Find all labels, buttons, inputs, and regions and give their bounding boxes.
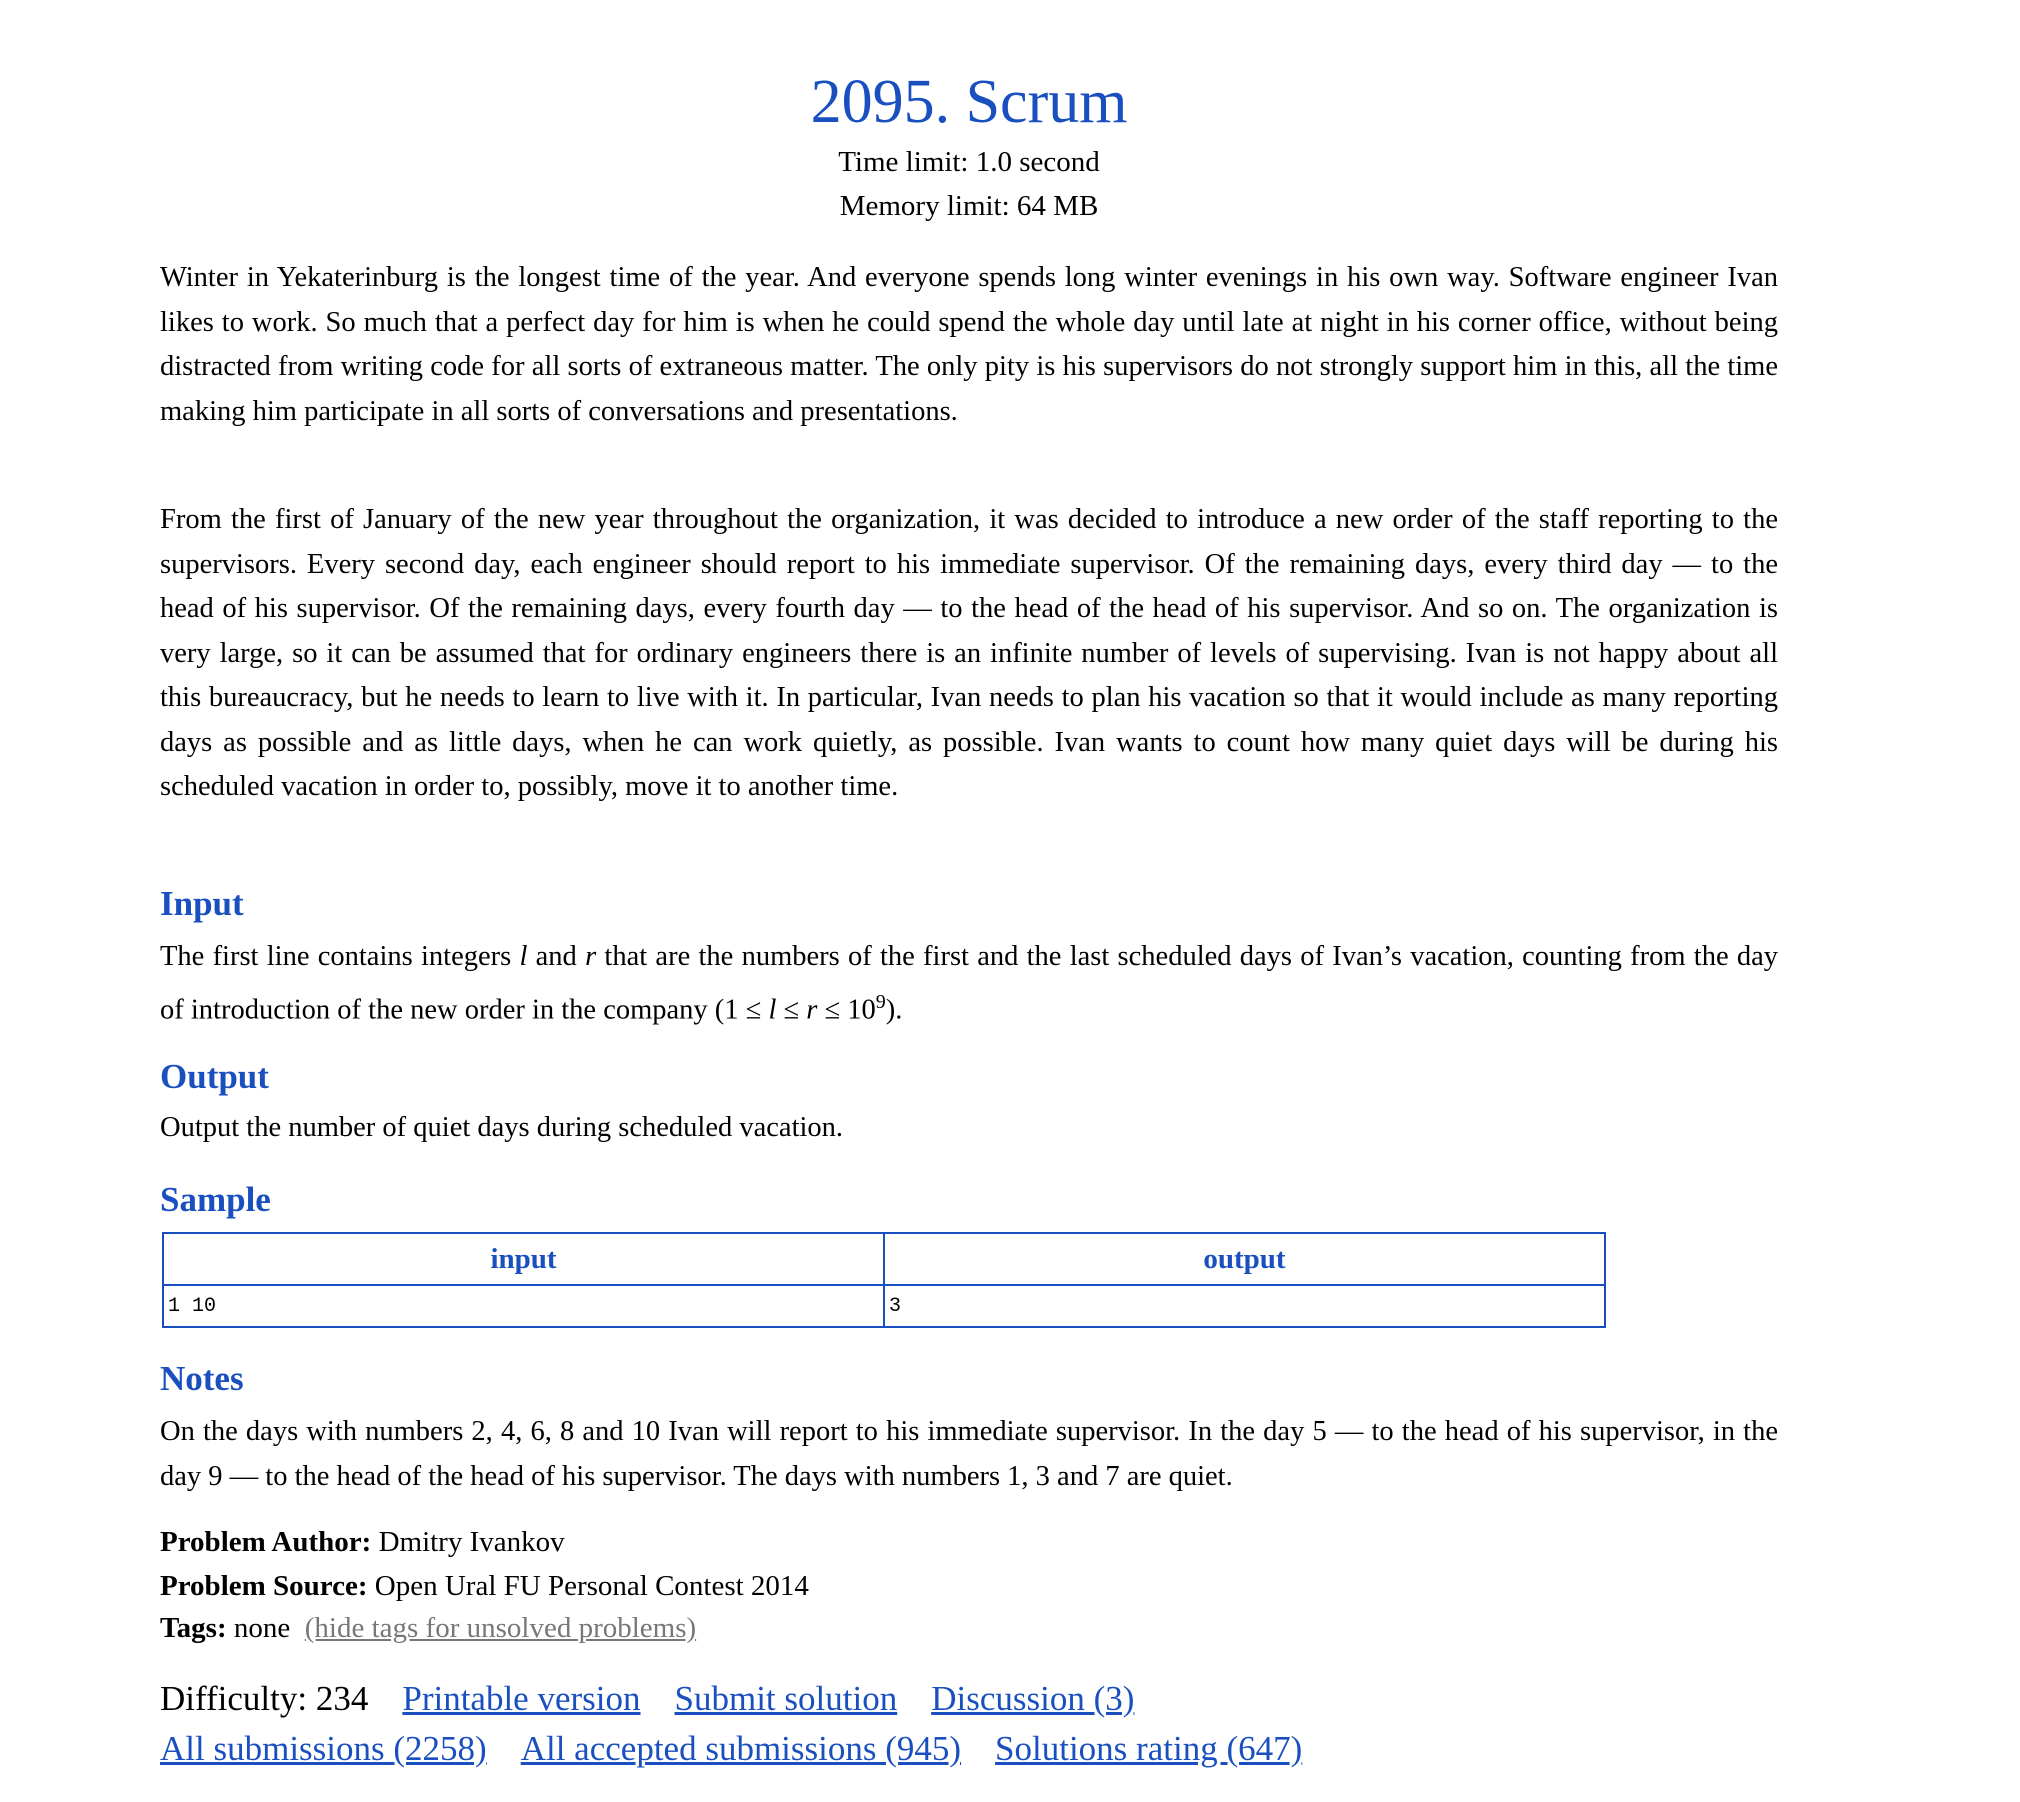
text: that are the numbers of the first and the last scheduled days of Ivan’s vacation, counting from the day of introduction of the new order in the company (1 ≤ [160,941,1779,1025]
printable-version-link[interactable]: Printable version [402,1679,641,1718]
sample-table [162,1232,1606,1328]
sample-heading: Sample [160,1180,271,1219]
hide-tags-link[interactable]: (hide tags for unsolved problems) [304,1612,697,1644]
problem-source [160,1564,809,1608]
value: none [233,1612,291,1644]
input-heading: Input [160,884,244,923]
time-limit: Time limit: 1.0 second [838,146,1100,178]
submit-solution-link[interactable]: Submit solution [674,1679,898,1718]
var-r: r [806,994,818,1025]
discussion-link[interactable]: Discussion (3) [931,1679,1135,1718]
value: Dmitry Ivankov [378,1526,565,1558]
problem-author [160,1520,565,1564]
difficulty: Difficulty: 234 [160,1679,369,1718]
page-title: 2095. Scrum [810,68,1128,136]
var-l: l [519,941,528,972]
notes-heading: Notes [160,1359,244,1398]
label: Problem Source: [160,1570,368,1602]
solutions-rating-link[interactable]: Solutions rating (647) [995,1729,1303,1768]
footer-row-1 [160,1674,1168,1724]
accepted-submissions-link[interactable]: All accepted submissions (945) [520,1729,962,1768]
label: Problem Author: [160,1526,372,1558]
text: The first line contains integers [160,941,520,972]
exponent: 9 [875,990,886,1013]
text: ). [885,994,903,1025]
sample-output: 3 [884,1285,1605,1327]
footer-row-2 [160,1724,1336,1774]
tags [160,1606,696,1650]
text: and [527,941,586,972]
var-l: l [768,994,777,1025]
notes-text: On the days with numbers 2, 4, 6, 8 and 10 Ivan will report to his immediate supervisor. In the day 5 — to the head of his supervisor, in the day 9 — to the head of the head of his supervisor. The days with numbers 1, 3 and 7 are quiet. [160,1416,1778,1492]
input-text [160,935,1778,1033]
value: Open Ural FU Personal Contest 2014 [374,1570,809,1602]
output-heading: Output [160,1057,269,1096]
text: ≤ 10 [817,994,876,1025]
output-text: Output the number of quiet days during scheduled vacation. [160,1112,844,1143]
text: ≤ [776,994,807,1025]
all-submissions-link[interactable]: All submissions (2258) [160,1729,487,1768]
sample-input: 1 10 [163,1285,884,1327]
col-input: input [163,1233,884,1285]
var-r: r [585,941,597,972]
memory-limit: Memory limit: 64 MB [839,190,1099,222]
label: Tags: [160,1612,227,1644]
statement-paragraph: From the first of January of the new year throughout the organization, it was decided to introduce a new order of the staff reporting to the supervisors. Every second day, each engineer should report to his immediate supervisor. Of the remaining days, every third day — to the head of his supervisor. Of the remaining days, every fourth day — to the head of the head of his supervisor. And so on. The organization is very large, so it can be assumed that for ordinary engineers there is an infinite number of levels of supervising. Ivan is not happy about all this bureaucracy, but he needs to learn to live with it. In particular, Ivan needs to plan his vacation so that it would include as many reporting days as possible and as little days, when he can work quietly, as possible. Ivan wants to count how many quiet days will be during his scheduled vacation in order to, possibly, move it to another time. [160,504,1778,802]
col-output: output [884,1233,1605,1285]
statement-paragraph: Winter in Yekaterinburg is the longest time of the year. And everyone spends long winter evenings in his own way. Software engineer Ivan likes to work. So much that a perfect day for him is when he could spend the whole day until late at night in his corner office, without being distracted from writing code for all sorts of extraneous matter. The only pity is his supervisors do not strongly support him in this, all the time making him participate in all sorts of conversations and presentations. [160,262,1778,427]
